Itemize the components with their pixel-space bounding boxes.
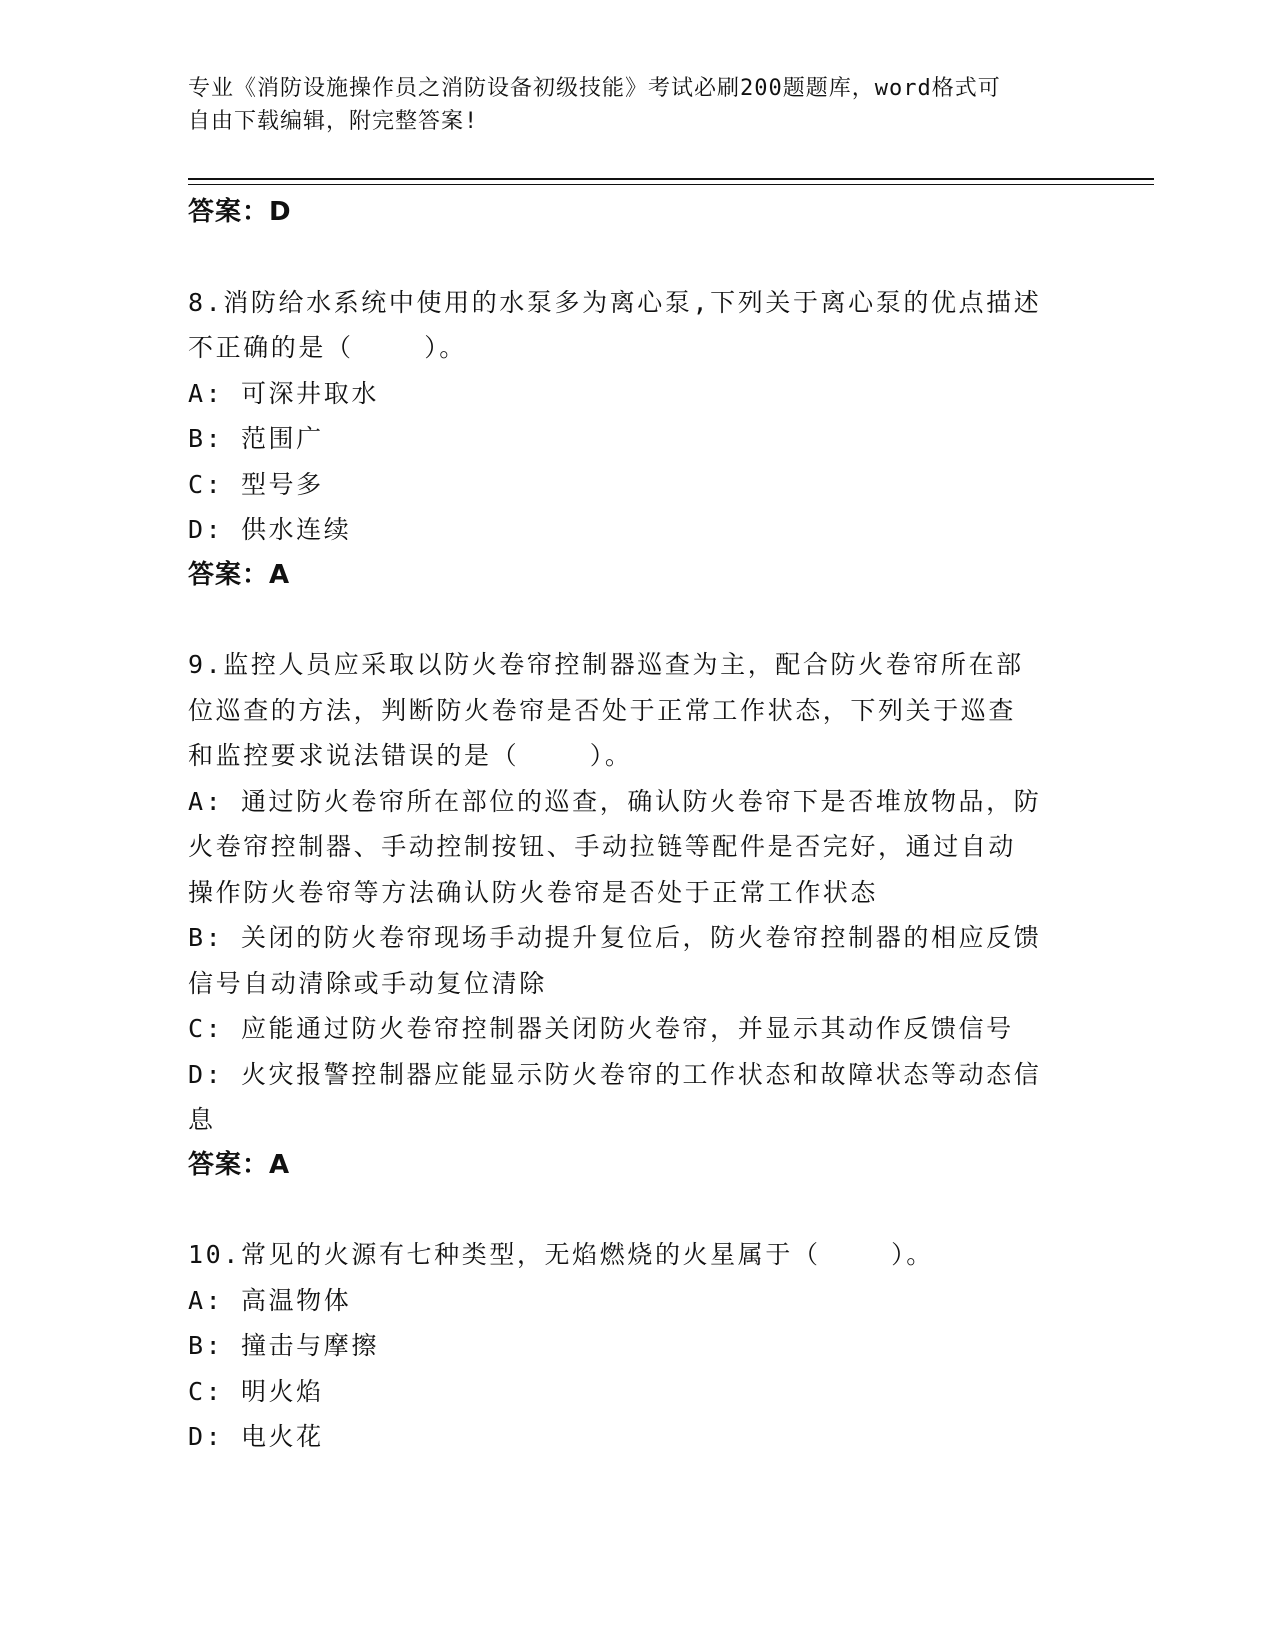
question-stem-line: 8.消防给水系统中使用的水泵多为离心泵,下列关于离心泵的优点描述 bbox=[188, 287, 1042, 317]
spacer bbox=[188, 1188, 1078, 1232]
option-line: C: 明火焰 bbox=[188, 1376, 324, 1406]
option-line: A: 可深井取水 bbox=[188, 378, 379, 408]
option-line: C: 型号多 bbox=[188, 469, 324, 499]
question-block bbox=[188, 280, 1078, 599]
option-line: C: 应能通过防火卷帘控制器关闭防火卷帘，并显示其动作反馈信号 bbox=[188, 1014, 1014, 1043]
spacer bbox=[188, 236, 1078, 280]
header-rule-thick bbox=[188, 178, 1154, 180]
option-line: 信号自动清除或手动复位清除 bbox=[188, 968, 547, 998]
answer-line: 答案：D bbox=[188, 197, 292, 227]
option-line: D: 电火花 bbox=[188, 1422, 324, 1451]
header-rule-thin bbox=[188, 184, 1154, 185]
question-block bbox=[188, 1232, 1078, 1460]
header-line-2: 自由下载编辑，附完整答案! bbox=[188, 109, 479, 134]
question-stem-line: 位巡查的方法，判断防火卷帘是否处于正常工作状态，下列关于巡查 bbox=[188, 695, 1017, 725]
document-header bbox=[188, 72, 1068, 138]
question-block bbox=[188, 642, 1078, 1188]
answer-line: 答案：A bbox=[188, 1149, 291, 1180]
option-line: 息 bbox=[188, 1105, 216, 1134]
spacer bbox=[188, 598, 1078, 642]
option-line: A: 高温物体 bbox=[188, 1285, 352, 1315]
question-stem-line: 不正确的是（ ）。 bbox=[188, 333, 467, 362]
option-line: B: 撞击与摩擦 bbox=[188, 1331, 379, 1360]
header-line-1: 专业《消防设施操作员之消防设备初级技能》考试必刷200题题库，word格式可 bbox=[188, 76, 1001, 101]
option-line: A: 通过防火卷帘所在部位的巡查，确认防火卷帘下是否堆放物品，防 bbox=[188, 786, 1042, 816]
option-line: D: 火灾报警控制器应能显示防火卷帘的工作状态和故障状态等动态信 bbox=[188, 1059, 1042, 1089]
option-line: B: 范围广 bbox=[188, 424, 324, 453]
option-line: D: 供水连续 bbox=[188, 515, 352, 544]
question-content bbox=[188, 190, 1078, 1460]
question-stem-line: 10.常见的火源有七种类型，无焰燃烧的火星属于（ ）。 bbox=[188, 1240, 934, 1269]
option-line: 火卷帘控制器、手动控制按钮、手动拉链等配件是否完好，通过自动 bbox=[188, 832, 1017, 861]
option-line: B: 关闭的防火卷帘现场手动提升复位后，防火卷帘控制器的相应反馈 bbox=[188, 923, 1042, 952]
question-stem-line: 9.监控人员应采取以防火卷帘控制器巡查为主，配合防火卷帘所在部 bbox=[188, 650, 1024, 679]
question-stem-line: 和监控要求说法错误的是（ ）。 bbox=[188, 741, 633, 770]
answer-line: 答案：A bbox=[188, 559, 291, 590]
option-line: 操作防火卷帘等方法确认防火卷帘是否处于正常工作状态 bbox=[188, 877, 879, 907]
